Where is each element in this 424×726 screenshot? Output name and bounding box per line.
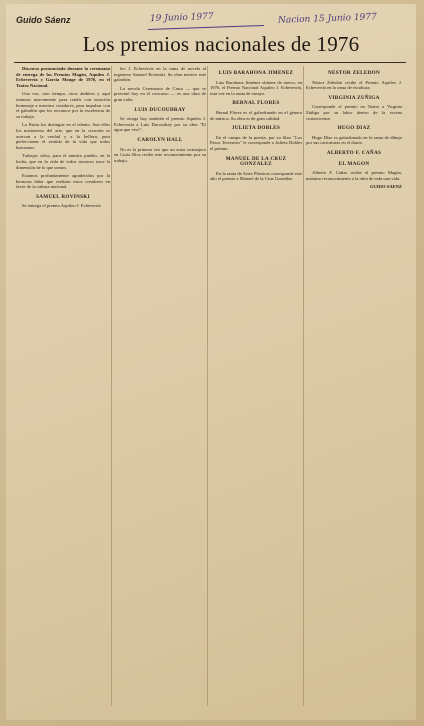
paragraph: Se otorga hoy también el premio Aquileo J. Echeverría a Luis Ducoudray por su obra "El agua que vive". xyxy=(114,116,206,133)
paragraph: Corresponde el premio en Teatro a Virginia Zúñiga por su labor dentro de la escena costarricense. xyxy=(306,104,402,121)
paragraph: Se entrega el premio Aquileo J. Echeverría xyxy=(22,203,101,209)
paragraph: Hugo Díaz es galardonado en la rama de dibujo por sus caricaturas en el diario. xyxy=(306,134,402,146)
section-heading: LUIS DUCOUDRAY xyxy=(134,106,186,113)
article-title: Los premios nacionales de 1976 xyxy=(82,32,360,56)
paragraph: En la rama de Artes Plásticas corresponde este año el premio a Manuel de la Cruz González. xyxy=(210,170,302,182)
paragraph: leo J. Echeverría en la rama de novela al ingeniero Samuel Rovinski. Su obra merece este galardón. xyxy=(114,66,206,83)
column-1 xyxy=(16,66,110,676)
title-rule xyxy=(14,62,406,63)
column-divider xyxy=(111,66,112,706)
section-heading: MANUEL DE LA CRUZ GONZALEZ xyxy=(225,155,287,168)
article-lead: Discurso pronunciado durante la ceremonia de entrega de los Premios Magón, Aquileo J. Echeverría y García Monge de 1976, en el Teatro Nacional. xyxy=(16,66,110,88)
paragraph: Luis Barahona Jiménez obtiene de nuevo, en 1976, el Premio Nacional Aquileo J. Echeverría, esta vez en la rama de ensayo. xyxy=(210,79,302,96)
section-heading: BERNAL FLORES xyxy=(232,100,280,107)
paragraph: La Patria los distingue en el talento. Son ellos los misioneros del arte, que en la creación se acercan a la verdad y a la belleza, para perfeccionar el sentido de la vida que todos buscamos. xyxy=(16,122,110,150)
section-heading: CAROLYN HALL xyxy=(137,136,183,143)
section-heading: HUGO DIAZ xyxy=(337,125,371,132)
byline: Guido Sáenz xyxy=(16,15,71,25)
section-heading: NESTOR ZELEDON xyxy=(327,70,381,76)
paragraph: Alberto F. Cañas recibe el premio Magón, máximo reconocimiento a la obra de toda una vida. xyxy=(306,170,402,181)
paragraph: Néstor Zeledón recibe el Premio Aquileo J. Echeverría en la rama de escultura. xyxy=(306,79,402,91)
section-heading: ALBERTO F. CAÑAS xyxy=(326,149,382,156)
section-heading: EL MAGON xyxy=(338,160,370,167)
column-2 xyxy=(114,66,206,706)
column-3 xyxy=(210,66,302,706)
paragraph: No es la primera vez que un autor extranjero en Costa Rica recibe este reconocimiento por su trabajo. xyxy=(114,146,206,163)
paragraph: Una vez, otro tiempo, otros ámbitos y aquí estamos nuevamente para rendir con emoción homenaje a nuestros creadores, para impulsar con el galardón que los reconoce por la excelencia de su trabajo. xyxy=(16,91,110,119)
section-heading: LUIS BARAHONA JIMENEZ xyxy=(218,70,294,76)
paragraph: Estamos profundamente agradecidos por la hermosa labor que realizan estos creadores en favor de la cultura nacional. xyxy=(16,173,110,190)
section-heading: JULIETA DOBLES xyxy=(231,125,281,132)
paragraph: La novela Ceremonia de Casta — que se presentó hoy en el concurso — es una obra de gran valor. xyxy=(114,85,206,102)
column-divider xyxy=(207,66,208,706)
paragraph: En el campo de la poesía, por su libro "Los Pasos Terrestres" le corresponde a Julieta Dobles el premio. xyxy=(210,134,302,151)
section-heading: SAMUEL ROVINSKI xyxy=(36,193,90,200)
column-4 xyxy=(306,66,402,706)
section-heading: VIRGINIA ZUÑIGA xyxy=(328,94,380,101)
paragraph: Bernal Flores es el galardonado en el género de música. Su obra es de gran calidad. xyxy=(210,109,302,121)
handwritten-date-1: 19 Junio 1977 xyxy=(149,11,214,25)
column-divider xyxy=(303,66,304,706)
paragraph: Trabajos solos, para el nuestro pueblo, en la lucha, que en la vida de todos nosotros nace la dimensión de lo que somos. xyxy=(16,153,110,170)
signature: GUIDO SAENZ xyxy=(369,184,402,190)
handwritten-date-2: Nacion 15 Junio 1977 xyxy=(277,12,377,26)
